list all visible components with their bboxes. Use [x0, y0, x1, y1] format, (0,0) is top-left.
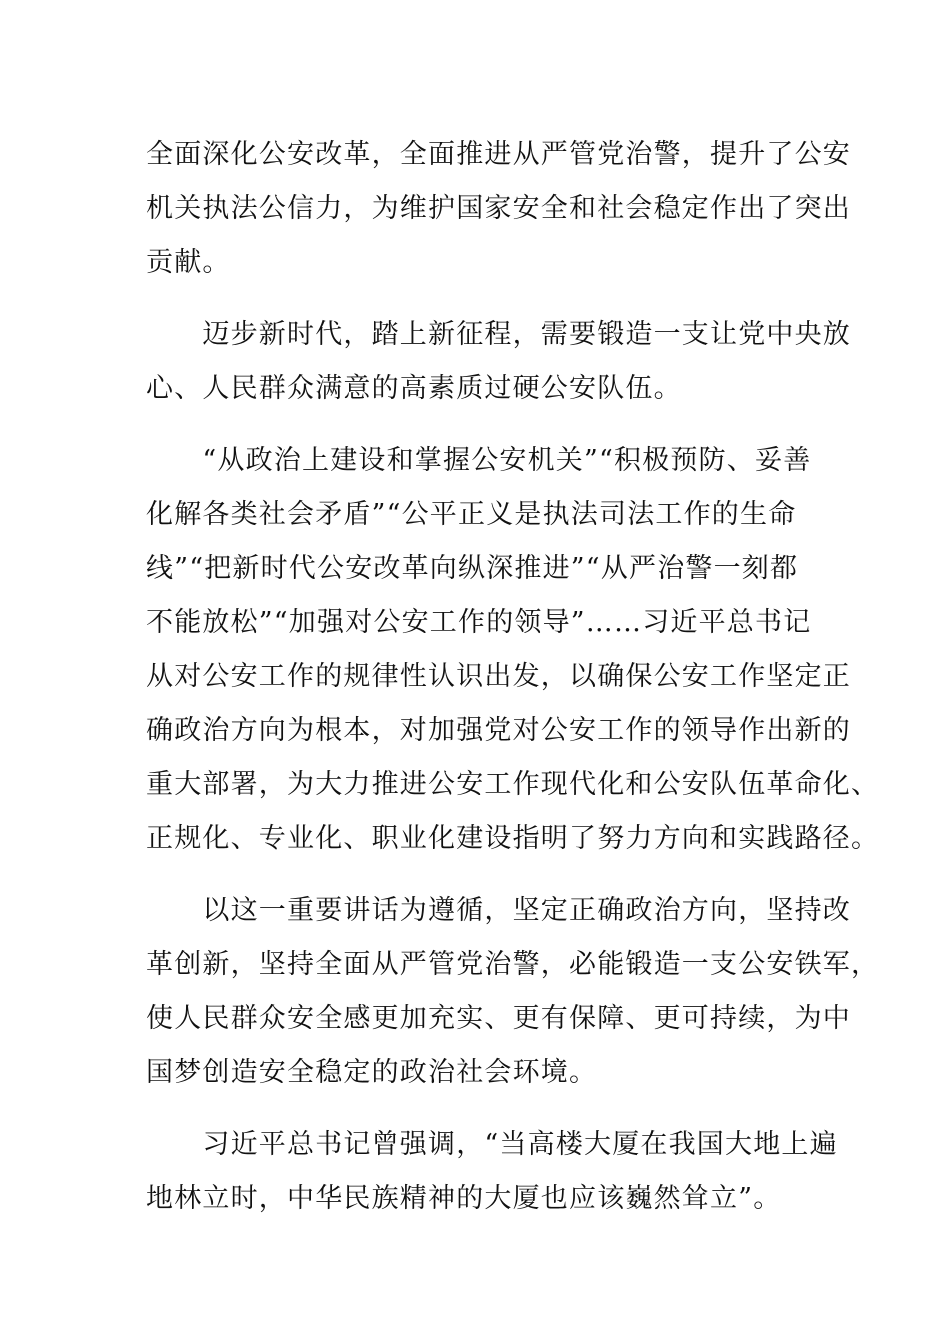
paragraph-spacer [146, 290, 806, 308]
text-line: 心、人民群众满意的高素质过硬公安队伍。 [146, 373, 682, 404]
text-line: 化解各类社会矛盾”“公平正义是执法司法工作的生命 [146, 499, 797, 530]
text-line: 从对公安工作的规律性认识出发，以确保公安工作坚定正 [146, 661, 851, 692]
text-line: 革创新，坚持全面从严管党治警，必能锻造一支公安铁军， [146, 949, 880, 980]
paragraph-1 [146, 128, 851, 290]
text-line: “从政治上建设和掌握公安机关”“积极预防、妥善 [146, 445, 812, 476]
text-line: 确政治方向为根本，对加强党对公安工作的领导作出新的 [146, 715, 851, 746]
paragraph-spacer [146, 866, 806, 884]
text-line: 以这一重要讲话为遵循，坚定正确政治方向，坚持改 [146, 895, 851, 926]
paragraph-5 [146, 1118, 838, 1226]
paragraph-spacer [146, 1100, 806, 1118]
paragraph-3 [146, 434, 880, 866]
paragraph-spacer [146, 416, 806, 434]
text-line: 不能放松”“加强对公安工作的领导”……习近平总书记 [146, 607, 812, 638]
text-line: 地林立时，中华民族精神的大厦也应该巍然耸立”。 [146, 1183, 782, 1214]
paragraph-2 [146, 308, 851, 416]
text-line: 国梦创造安全稳定的政治社会环境。 [146, 1057, 598, 1088]
text-line: 正规化、专业化、职业化建设指明了努力方向和实践路径。 [146, 823, 880, 854]
text-line: 习近平总书记曾强调，“当高楼大厦在我国大地上遍 [146, 1129, 838, 1160]
document-body [146, 128, 880, 1226]
text-line: 重大部署，为大力推进公安工作现代化和公安队伍革命化、 [146, 769, 880, 800]
paragraph-4 [146, 884, 880, 1100]
text-line: 使人民群众安全感更加充实、更有保障、更可持续，为中 [146, 1003, 851, 1034]
text-line: 机关执法公信力，为维护国家安全和社会稳定作出了突出 [146, 193, 851, 224]
text-line: 线”“把新时代公安改革向纵深推进”“从严治警一刻都 [146, 553, 799, 584]
text-line: 迈步新时代，踏上新征程，需要锻造一支让党中央放 [146, 319, 851, 350]
text-line: 贡献。 [146, 247, 231, 278]
text-line: 全面深化公安改革，全面推进从严管党治警，提升了公安 [146, 139, 851, 170]
